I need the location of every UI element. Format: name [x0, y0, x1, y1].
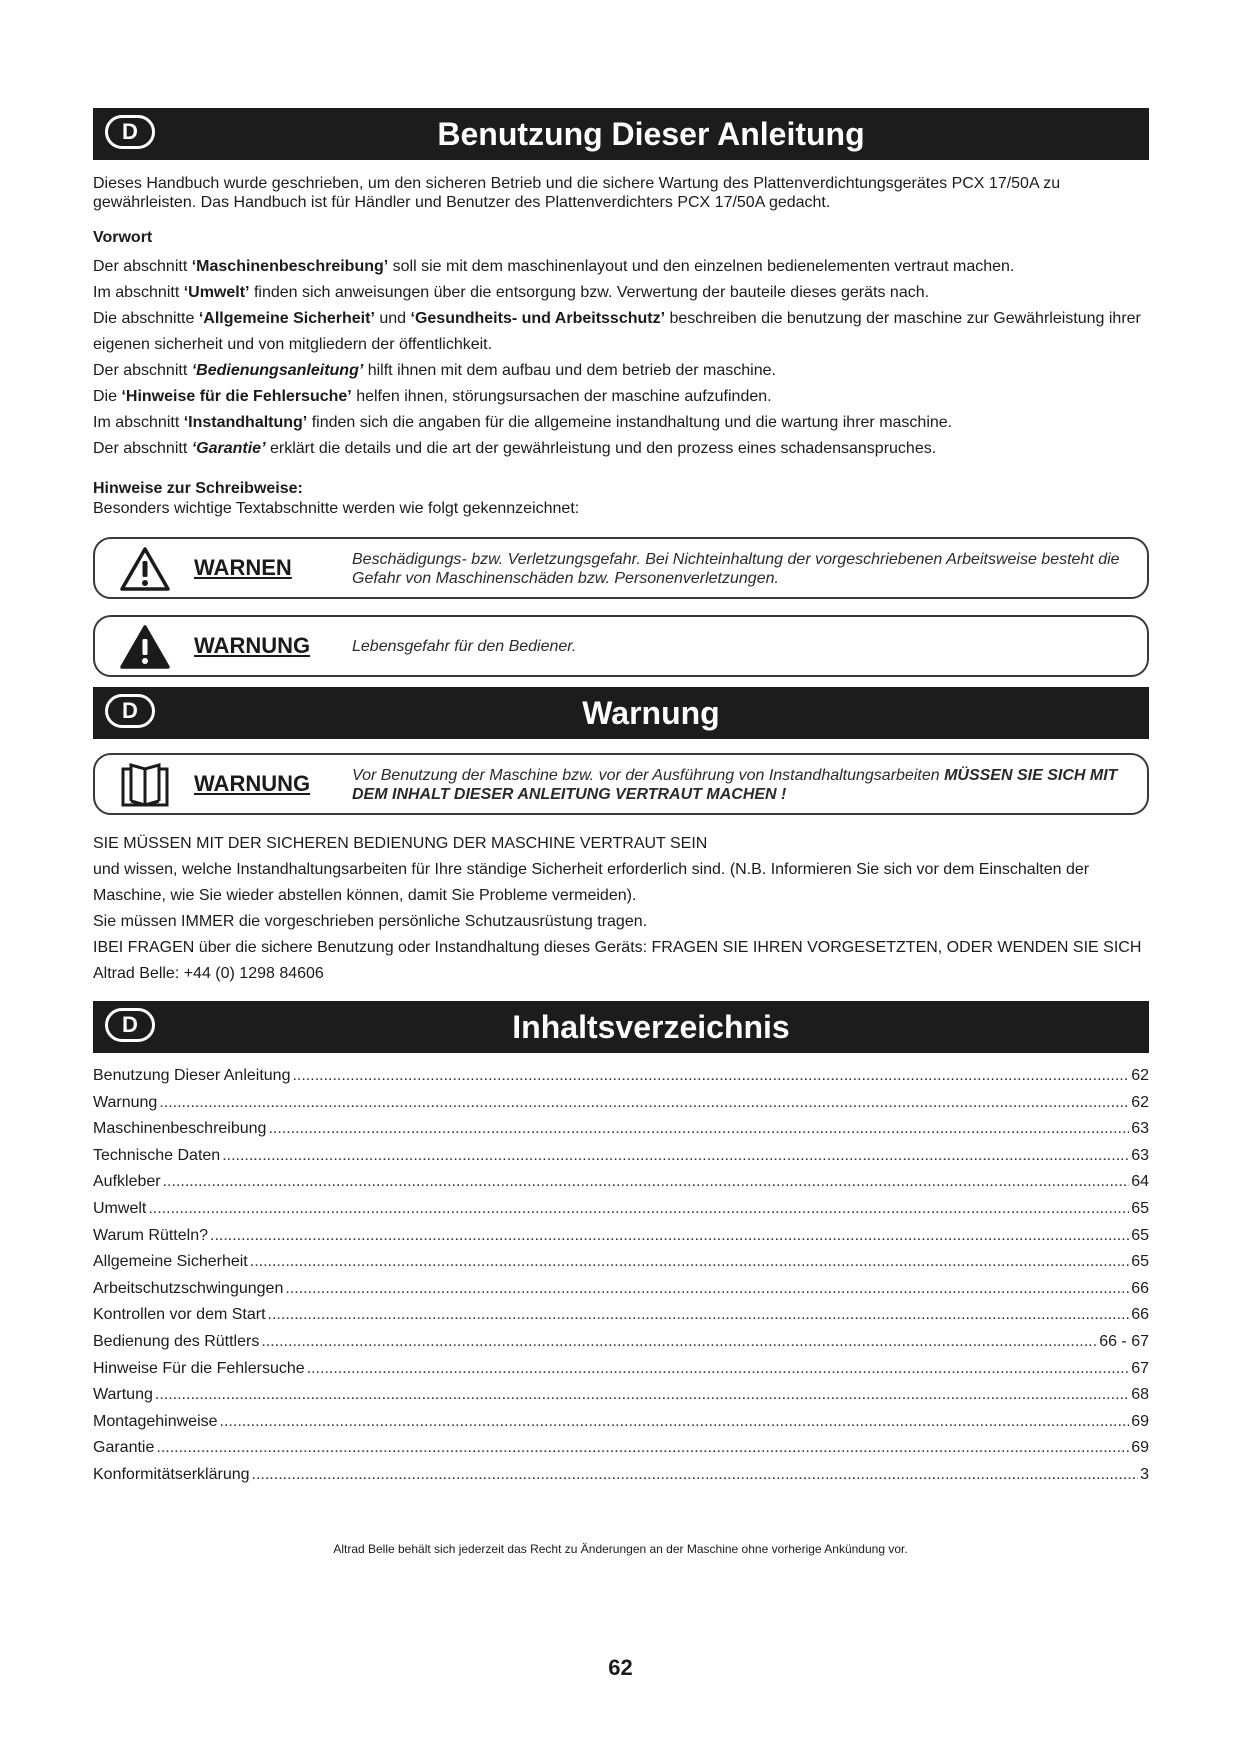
warning-outline-icon: [119, 545, 171, 593]
page-number: 62: [608, 1655, 633, 1680]
safety-line: IBEI FRAGEN über die sichere Benutzung oder Instandhaltung dieses Geräts: FRAGEN SIE IHREN VORGESETZTEN, ODER WENDEN SIE SICH Altrad Belle: +44 (0) 1298 84606: [93, 939, 1142, 982]
notice-label: WARNUNG: [194, 633, 311, 658]
toc-entry[interactable]: Bedienung des Rüttlers ..... 66 - 67: [93, 1329, 1149, 1356]
writing-heading: Hinweise zur Schreibweise:: [93, 480, 303, 497]
toc-entry[interactable]: Wartung ..... 68: [93, 1382, 1149, 1409]
notice-manual: [93, 753, 1149, 815]
intro-paragraph: Dieses Handbuch wurde geschrieben, um den sicheren Betrieb und die sichere Wartung des Plattenverdichtungsgerätes PCX 17/50A zu gewährleisten. Das Handbuch ist für Händler und Benutzer des Plattenverdichters PCX 17/50A gedacht.: [93, 175, 1061, 211]
language-badge-icon: D: [105, 694, 155, 728]
safety-line: und wissen, welche Instandhaltungsarbeiten für Ihre ständige Sicherheit erforderlich sind. (N.B. Informieren Sie sich vor dem Einschalten der Maschine, wie Sie wieder abstellen können, damit Sie Probleme vermeiden).: [93, 861, 1090, 904]
section-title: Benutzung Dieser Anleitung: [437, 116, 865, 152]
toc-entry[interactable]: Hinweise Für die Fehlersuche ..... 67: [93, 1356, 1149, 1383]
toc-entry[interactable]: Warum Rütteln? ..... 65: [93, 1223, 1149, 1250]
notice-label: WARNEN: [194, 555, 292, 580]
toc-entry[interactable]: Arbeitschutzschwingungen ..... 66: [93, 1276, 1149, 1303]
footnote: Altrad Belle behält sich jederzeit das Recht zu Änderungen an der Maschine ohne vorherige Ankündung vor.: [333, 1542, 908, 1556]
toc-entry[interactable]: Aufkleber ..... 64: [93, 1169, 1149, 1196]
section-header-contents: [93, 1001, 1149, 1053]
vorwort-paragraph: Die ‘Hinweise für die Fehlersuche’ helfen ihnen, störungsursachen der maschine aufzufinden.: [93, 388, 772, 405]
toc-entry[interactable]: Kontrollen vor dem Start ..... 66: [93, 1302, 1149, 1329]
warning-filled-icon: [119, 623, 171, 671]
toc-entry[interactable]: Warnung ..... 62: [93, 1090, 1149, 1117]
page-content: [93, 108, 1149, 1489]
section-header-warning: [93, 687, 1149, 739]
vorwort-paragraph: Die abschnitte ‘Allgemeine Sicherheit’ und ‘Gesundheits- und Arbeitsschutz’ beschreiben die benutzung der maschine zur Gewährleistung ihrer eigenen sicherheit und von mitgliedern der öffentlichkeit.: [93, 310, 1141, 353]
toc-entry[interactable]: Maschinenbeschreibung ..... 63: [93, 1116, 1149, 1143]
toc-entry[interactable]: Konformitätserklärung ..... 3: [93, 1462, 1149, 1489]
safety-line: SIE MÜSSEN MIT DER SICHEREN BEDIENUNG DER MASCHINE VERTRAUT SEIN: [93, 835, 708, 852]
safety-line: Sie müssen IMMER die vorgeschrieben persönliche Schutzausrüstung tragen.: [93, 913, 648, 930]
toc-entry[interactable]: Umwelt ..... 65: [93, 1196, 1149, 1223]
section-title: Warnung: [582, 695, 720, 731]
notice-warnen: [93, 537, 1149, 599]
notice-text: Lebensgefahr für den Bediener.: [352, 638, 577, 655]
toc-entry[interactable]: Benutzung Dieser Anleitung ..... 62: [93, 1063, 1149, 1090]
vorwort-body: [93, 254, 1149, 462]
toc-entry[interactable]: Technische Daten ..... 63: [93, 1143, 1149, 1170]
notice-label: WARNUNG: [194, 771, 311, 796]
language-badge-icon: D: [105, 115, 155, 149]
vorwort-heading: Vorwort: [93, 229, 153, 246]
toc-entry[interactable]: Garantie ..... 69: [93, 1435, 1149, 1462]
notice-text: Vor Benutzung der Maschine bzw. vor der Ausführung von Instandhaltungsarbeiten MÜSSEN SIE SICH MIT DEM INHALT DIESER ANLEITUNG VERTRAUT MACHEN !: [352, 767, 1118, 803]
section-header-usage: [93, 108, 1149, 160]
writing-text: Besonders wichtige Textabschnitte werden wie folgt gekennzeichnet:: [93, 500, 580, 517]
vorwort-paragraph: Der abschnitt ‘Garantie’ erklärt die details und die art der gewährleistung und den prozess eines schadensanspruches.: [93, 440, 937, 457]
vorwort-paragraph: Im abschnitt ‘Umwelt’ finden sich anweisungen über die entsorgung bzw. Verwertung der bauteile dieses geräts nach.: [93, 284, 930, 301]
notice-warnung: [93, 615, 1149, 677]
notice-text: Beschädigungs- bzw. Verletzungsgefahr. Bei Nichteinhaltung der vorgeschriebenen Arbeitsweise besteht die Gefahr von Maschinenschäden bzw. Personenverletzungen.: [352, 551, 1120, 587]
section-title: Inhaltsverzeichnis: [512, 1009, 790, 1045]
vorwort-paragraph: Im abschnitt ‘Instandhaltung’ finden sich die angaben für die allgemeine instandhaltung und die wartung ihrer maschine.: [93, 414, 953, 431]
safety-instructions: [93, 831, 1149, 987]
manual-book-icon: [119, 761, 171, 809]
vorwort-paragraph: Der abschnitt ‘Bedienungsanleitung’ hilft ihnen mit dem aufbau und dem betrieb der maschine.: [93, 362, 776, 379]
toc-entry[interactable]: Allgemeine Sicherheit ..... 65: [93, 1249, 1149, 1276]
language-badge-icon: D: [105, 1008, 155, 1042]
vorwort-paragraph: Der abschnitt ‘Maschinenbeschreibung’ soll sie mit dem maschinenlayout und den einzelnen bedienelementen vertraut machen.: [93, 258, 1015, 275]
toc-entry[interactable]: Montagehinweise ..... 69: [93, 1409, 1149, 1436]
table-of-contents: [93, 1063, 1149, 1489]
